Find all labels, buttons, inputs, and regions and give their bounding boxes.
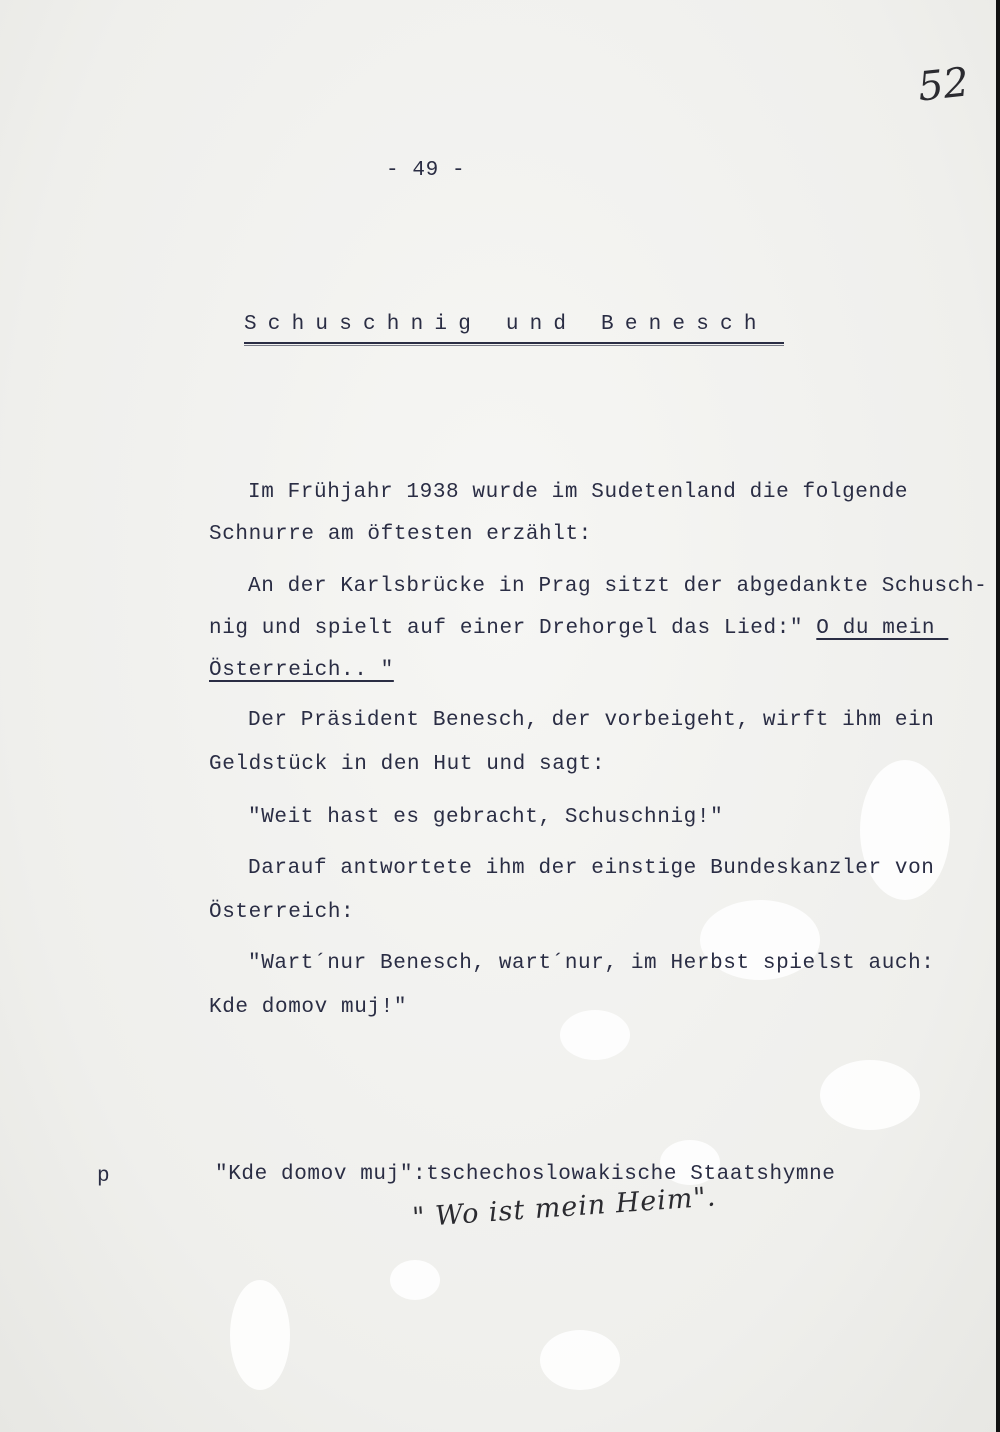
paragraph-text: nig und spielt auf einer Drehorgel das Lied:" (209, 617, 817, 640)
title-underline-double (244, 345, 784, 346)
paragraph-line: Der Präsident Benesch, der vorbeigeht, wirft ihm ein (248, 709, 935, 732)
paragraph-line: Im Frühjahr 1938 wurde im Sudetenland die folgende (248, 481, 909, 504)
paragraph-line: Geldstück in den Hut und sagt: (209, 753, 606, 776)
paragraph-line: Schnurre am öftesten erzählt: (209, 523, 592, 546)
document-title: Schuschnig und Benesch (244, 313, 768, 336)
footnote-text: "Kde domov muj":tschechoslowakische Staatshymne (215, 1163, 836, 1186)
paper-stain (390, 1260, 440, 1300)
quote-line: Kde domov muj!" (209, 996, 408, 1019)
paragraph-line (209, 618, 948, 639)
song-title: O du mein (816, 617, 949, 640)
paper-stain (820, 1060, 920, 1130)
song-title-continued: Österreich.. " (209, 659, 394, 682)
title-underline (244, 342, 784, 344)
page-number: - 49 - (386, 159, 466, 182)
paper-stain (230, 1280, 290, 1390)
scan-edge (996, 0, 1000, 1432)
handwritten-page-number: 52 (915, 59, 972, 111)
paragraph-line: Österreich: (209, 901, 355, 924)
paragraph-line: Darauf antwortete ihm der einstige Bundeskanzler von (248, 857, 935, 880)
quote-line: "Wart´nur Benesch, wart´nur, im Herbst spielst auch: (248, 952, 935, 975)
paper-stain (540, 1330, 620, 1390)
handwritten-annotation: " Wo ist mein Heim". (411, 1181, 718, 1234)
footnote-marker: p (97, 1165, 111, 1188)
paragraph-line: An der Karlsbrücke in Prag sitzt der abgedankte Schusch- (248, 575, 988, 598)
quote-line: "Weit hast es gebracht, Schuschnig!" (248, 806, 724, 829)
paper-stain (560, 1010, 630, 1060)
